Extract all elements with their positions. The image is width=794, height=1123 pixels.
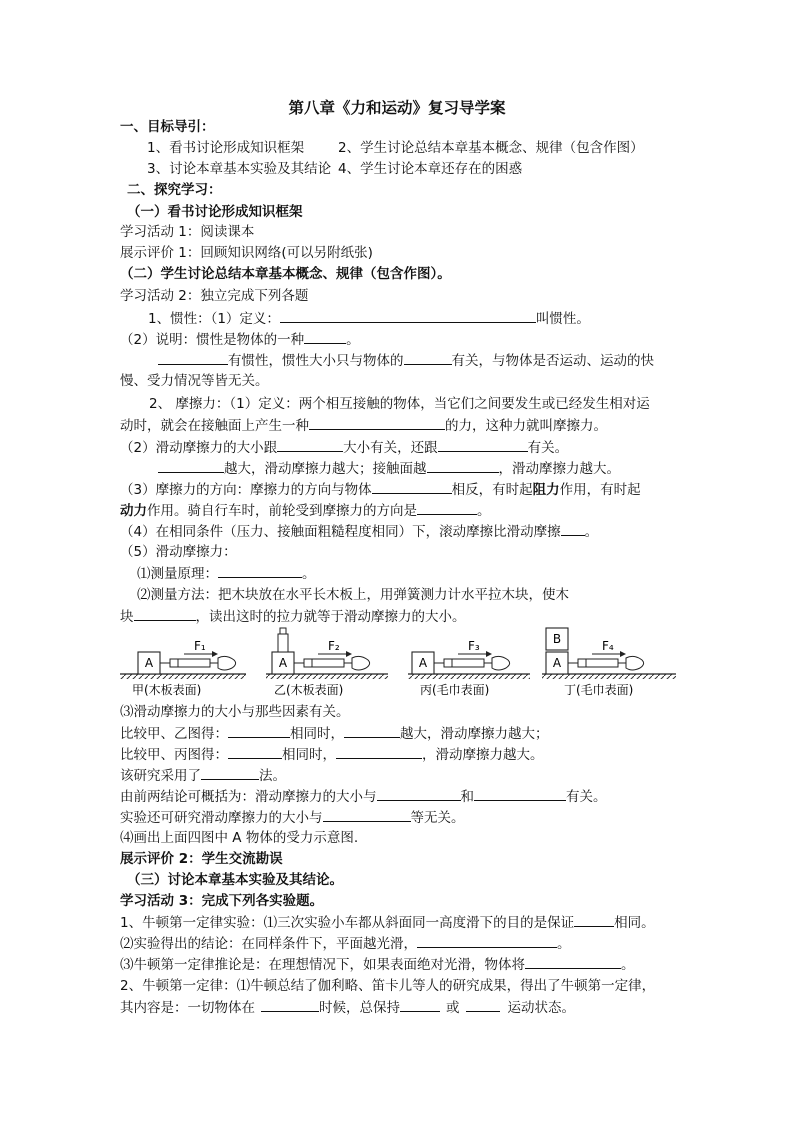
spring-scale	[304, 659, 344, 667]
blank[interactable]	[417, 500, 477, 515]
compare-jia-yi-text-3: 越大，滑动摩擦力越大；	[400, 726, 549, 742]
friction-direction-cont	[120, 500, 491, 521]
measure-method: ⑵测量方法：把木块放在水平长木板上，用弹簧测力计水平拉木块，使木	[137, 587, 569, 603]
newton-inference	[120, 954, 635, 975]
caption-jia: 甲(木板表面)	[132, 683, 202, 697]
measure-principle	[137, 563, 316, 584]
newton-inference-text: ⑶牛顿第一定律推论是：在理想情况下，如果表面绝对光滑，物体将	[120, 957, 525, 973]
resistance-word: 阻力	[532, 482, 560, 498]
weight-knob	[280, 628, 286, 634]
newton-experiment-purpose-end: 相同。	[614, 915, 655, 931]
compare-jia-bing-text-3: ，滑动摩擦力越大。	[422, 747, 544, 763]
inertia-size-text-2: 有关，与物体是否运动、运动的快	[451, 353, 654, 369]
conclusion-summary-and: 和	[460, 789, 474, 805]
blank[interactable]	[474, 786, 566, 801]
inertia-note-end: 。	[346, 332, 360, 348]
goal-4: 4、学生讨论本章还存在的困惑	[338, 161, 523, 177]
blank[interactable]	[134, 606, 196, 621]
block-b-label: B	[552, 632, 562, 646]
blank[interactable]	[466, 997, 500, 1012]
rolling-friction-text: （4）在相同条件（压力、接触面粗糙程度相同）下，滚动摩擦比滑动摩擦	[120, 524, 561, 540]
unrelated-factors	[120, 807, 465, 828]
compare-jia-bing-text: 比较甲、丙图得：	[120, 747, 228, 763]
arrowhead	[486, 651, 492, 657]
part-3-heading: （三）讨论本章基本实验及其结论。	[127, 872, 343, 888]
compare-jia-yi	[120, 723, 549, 744]
arrowhead	[620, 651, 626, 657]
research-method	[120, 765, 286, 786]
rolling-friction	[120, 521, 598, 542]
newton-inference-end: 。	[621, 957, 635, 973]
friction-direction-text-2: 相反，有时起	[451, 482, 533, 498]
force-label-f4: F₄	[602, 639, 614, 653]
activity-1: 学习活动 1：阅读课本	[120, 224, 255, 240]
newton-experiment-conclusion-text: ⑵实验得出的结论：在同样条件下，平面越光滑，	[120, 936, 417, 952]
inertia-note	[120, 329, 360, 350]
goal-2: 2、学生讨论总结本章基本概念、规律（包含作图）	[338, 140, 644, 156]
friction-experiment-figure	[118, 622, 678, 700]
ground-hatch	[266, 674, 388, 679]
blank[interactable]	[309, 415, 445, 430]
section-goals-heading: 一、目标导引：	[120, 119, 215, 135]
compare-jia-yi-text-2: 相同时，	[290, 726, 344, 742]
blank[interactable]	[201, 765, 259, 780]
page-title: 第八章《力和运动》复习导学案	[288, 99, 506, 117]
measure-method-cont-text-2: ，读出这时的拉力就等于滑动摩擦力的大小。	[195, 609, 466, 625]
friction-definition-cont	[120, 415, 607, 436]
inertia-definition-end: 叫惯性。	[535, 311, 590, 327]
hand-icon	[218, 656, 236, 670]
part-1-heading: （一）看书讨论形成知识框架	[127, 204, 303, 220]
measure-method-cont-text: 块	[120, 609, 134, 625]
compare-jia-bing	[120, 744, 544, 765]
sliding-friction-size-text-2: 大小有关，还跟	[343, 440, 438, 456]
caption-yi: 乙(木板表面)	[274, 683, 344, 697]
blank[interactable]	[344, 723, 400, 738]
friction-direction-text: （3）摩擦力的方向：摩擦力的方向与物体	[120, 482, 372, 498]
caption-ding: 丁(毛巾表面)	[564, 683, 634, 697]
ground-hatch	[542, 674, 676, 679]
newton-first-law-content-text: 其内容是：一切物体在	[120, 1000, 255, 1016]
conclusion-summary-end: 有关。	[566, 789, 607, 805]
ground-hatch	[408, 674, 530, 679]
arrowhead	[346, 651, 352, 657]
blank[interactable]	[372, 479, 452, 494]
factors-question: ⑶滑动摩擦力的大小与那些因素有关。	[120, 704, 350, 720]
spring-scale	[170, 659, 210, 667]
part-2-heading: （二）学生讨论总结本章基本概念、规律（包含作图）。	[120, 266, 451, 282]
newton-experiment-conclusion	[120, 933, 571, 954]
power-word: 动力	[120, 503, 147, 519]
newton-first-law-or: 或	[446, 1000, 460, 1016]
blank[interactable]	[158, 350, 228, 365]
sliding-friction-size-text-3: 有关。	[527, 440, 569, 456]
showcase-2: 展示评价 2：学生交流勘误	[120, 851, 283, 867]
caption-bing: 丙(毛巾表面)	[420, 683, 490, 697]
friction-direction	[120, 479, 641, 500]
rolling-friction-end: 。	[584, 524, 599, 540]
spring-scale	[444, 659, 484, 667]
friction-definition-text: 动时，就会在接触面上产生一种	[120, 418, 309, 434]
sliding-friction-size-text: （2）滑动摩擦力的大小跟	[120, 440, 278, 456]
newton-first-law-end: 运动状态。	[507, 1000, 575, 1016]
blank[interactable]	[417, 933, 557, 948]
blank[interactable]	[261, 997, 319, 1012]
spring-scale	[578, 659, 618, 667]
blank[interactable]	[438, 437, 528, 452]
blank[interactable]	[228, 744, 282, 759]
friction-definition: 2、 摩擦力：（1）定义：两个相互接触的物体，当它们之间要发生或已经发生相对运	[149, 396, 650, 412]
showcase-1: 展示评价 1：回顾知识网络(可以另附纸张)	[120, 245, 373, 261]
block-a-label: A	[278, 656, 288, 670]
research-method-text: 该研究采用了	[120, 768, 201, 784]
inertia-size-text: 有惯性，惯性大小只与物体的	[228, 353, 404, 369]
blank[interactable]	[277, 437, 343, 452]
activity-2: 学习活动 2：独立完成下列各题	[120, 288, 309, 304]
inertia-definition	[148, 308, 590, 329]
activity-3-text: 学习活动 3：完成下列各实验题。	[120, 893, 324, 909]
panel-yi	[266, 628, 388, 697]
blank[interactable]	[336, 744, 422, 759]
conclusion-summary-text: 由前两结论可概括为：滑动摩擦力的大小与	[120, 789, 377, 805]
newton-experiment-purpose-text: 1、牛顿第一定律实验：⑴三次实验小车都从斜面同一高度滑下的目的是保证	[120, 915, 575, 931]
blank[interactable]	[323, 807, 411, 822]
conclusion-summary	[120, 786, 607, 807]
friction-definition-text-2: 的力，这种力就叫摩擦力。	[445, 418, 607, 434]
draw-force-diagram: ⑷画出上面四图中 A 物体的受力示意图.	[120, 830, 359, 846]
hand-icon	[492, 656, 510, 670]
unrelated-factors-text: 实验还可研究滑动摩擦力的大小与	[120, 810, 323, 826]
panel-ding	[542, 628, 676, 697]
ground-hatch	[120, 674, 246, 679]
arrowhead	[212, 651, 218, 657]
section-explore-heading: 二、探究学习：	[127, 182, 222, 198]
block-a-label: A	[144, 656, 154, 670]
inertia-definition-label: 1、惯性：（1）定义：	[148, 311, 280, 327]
blank[interactable]	[427, 458, 499, 473]
sliding-friction-factors-text: 越大，滑动摩擦力越大；接触面越	[224, 461, 427, 477]
blank[interactable]	[400, 997, 440, 1012]
force-label-f2: F₂	[328, 639, 340, 653]
inertia-size-cont: 慢、受力情况等皆无关。	[120, 373, 269, 389]
force-label-f3: F₃	[468, 639, 480, 653]
blank[interactable]	[218, 563, 302, 578]
goal-3: 3、讨论本章基本实验及其结论	[147, 161, 332, 177]
panel-jia	[120, 639, 246, 697]
blank[interactable]	[280, 308, 536, 323]
block-a-label: A	[552, 656, 562, 670]
sliding-friction-factors	[158, 458, 620, 479]
blank[interactable]	[561, 521, 585, 536]
measure-principle-end: 。	[302, 566, 316, 582]
hand-icon	[626, 656, 644, 670]
blank[interactable]	[377, 786, 461, 801]
compare-jia-yi-text: 比较甲、乙图得：	[120, 726, 228, 742]
newton-experiment-conclusion-end: 。	[557, 936, 571, 952]
newton-experiment-purpose	[120, 912, 655, 933]
inertia-note-label: （2）说明：惯性是物体的一种	[120, 332, 305, 348]
force-label-f1: F₁	[194, 639, 206, 653]
newton-first-law: 2、牛顿第一定律：⑴牛顿总结了伽利略、笛卡儿等人的研究成果，得出了牛顿第一定律，	[120, 978, 656, 994]
blank[interactable]	[404, 350, 452, 365]
blank[interactable]	[304, 329, 346, 344]
activity-3	[120, 891, 323, 911]
friction-direction-cont-end: 。	[477, 503, 491, 519]
blank[interactable]	[525, 954, 621, 969]
sliding-friction-factors-text-2: ，滑动摩擦力越大。	[498, 461, 620, 477]
goal-1: 1、看书讨论形成知识框架	[147, 140, 305, 156]
sliding-friction-size	[120, 437, 568, 458]
unrelated-factors-end: 等无关。	[410, 810, 465, 826]
research-method-end: 法。	[259, 768, 286, 784]
blank[interactable]	[228, 723, 290, 738]
friction-direction-text-3: 作用，有时起	[559, 482, 641, 498]
blank[interactable]	[158, 458, 224, 473]
measure-principle-label: ⑴测量原理：	[137, 566, 218, 582]
weight	[278, 634, 288, 652]
blank[interactable]	[574, 912, 614, 927]
friction-direction-cont-text: 作用。骑自行车时，前轮受到摩擦力的方向是	[147, 503, 417, 519]
newton-first-law-content	[120, 997, 575, 1018]
block-a-label: A	[418, 656, 428, 670]
panel-bing	[408, 639, 530, 697]
inertia-size	[158, 350, 654, 371]
compare-jia-bing-text-2: 相同时，	[282, 747, 336, 763]
sliding-friction-heading: （5）滑动摩擦力：	[120, 544, 237, 560]
hand-icon	[352, 656, 370, 670]
newton-first-law-content-text-2: 时候，总保持	[319, 1000, 400, 1016]
